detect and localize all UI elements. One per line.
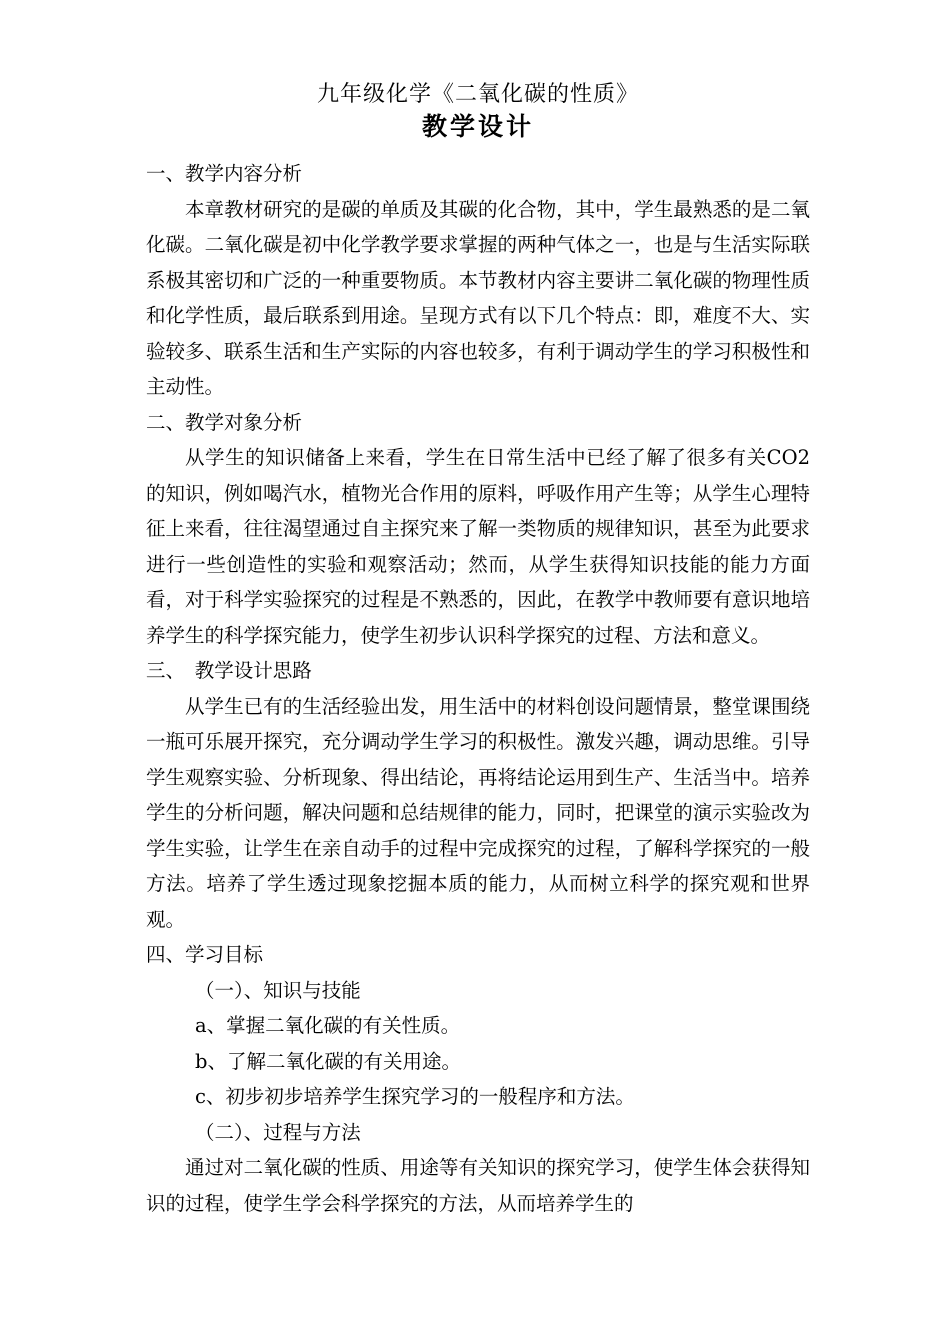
goal-item-c: c、初步初步培养学生探究学习的一般程序和方法。 [195,1085,635,1108]
goal-item-a: a、掌握二氧化碳的有关性质。 [195,1014,461,1037]
paragraph-content-analysis: 本章教材研究的是碳的单质及其碳的化合物，其中，学生最熟悉的是二氧化碳。二氧化碳是初中化学教学要求掌握的两种气体之一，也是与生活实际联系极其密切和广泛的一种重要物质。本节教材内容主要讲二氧化碳的物理性质和化学性质，最后联系到用途。呈现方式有以下几个特点：即，难度不大、实验较多、联系生活和生产实际的内容也较多，有利于调动学生的学习积极性和主动性。 [146,197,810,398]
goal-subheading-process-methods: （二）、过程与方法 [195,1120,361,1144]
section-heading-design-approach: 三、 教学设计思路 [146,659,312,682]
document-page [146,80,810,1221]
goal-item-b: b、了解二氧化碳的有关用途。 [195,1049,461,1073]
paragraph-design-approach: 从学生已有的生活经验出发，用生活中的材料创设问题情景，整堂课围绕一瓶可乐展开探究，充分调动学生学习的积极性。激发兴趣，调动思维。引导学生观察实验、分析现象、得出结论，再将结论运用到生产、生活当中。培养学生的分析问题，解决问题和总结规律的能力，同时，把课堂的演示实验改为学生实验，让学生在亲自动手的过程中完成探究的过程，了解科学探究的一般方法。培养了学生透过现象挖掘本质的能力，从而树立科学的探究观和世界观。 [146,694,810,931]
document-title: 九年级化学《二氧化碳的性质》 [316,82,639,107]
paragraph-student-analysis: 从学生的知识储备上来看，学生在日常生活中已经了解了很多有关CO2的知识，例如喝汽水，植物光合作用的原料，呼吸作用产生等；从学生心理特征上来看，往往渴望通过自主探究来了解一类物质的规律知识，甚至为此要求进行一些创造性的实验和观察活动；然而，从学生获得知识技能的能力方面看，对于科学实验探究的过程是不熟悉的，因此，在教学中教师要有意识地培养学生的科学探究能力，使学生初步认识科学探究的过程、方法和意义。 [146,446,810,647]
section-heading-learning-goals: 四、学习目标 [146,943,264,966]
document-subtitle: 教学设计 [421,112,534,141]
section-heading-content-analysis: 一、教学内容分析 [146,162,303,185]
goal-subheading-knowledge-skills: （一）、知识与技能 [195,978,361,1002]
paragraph-process-methods: 通过对二氧化碳的性质、用途等有关知识的探究学习，使学生体会获得知识的过程，使学生学会科学探究的方法，从而培养学生的 [146,1156,810,1215]
section-heading-student-analysis: 二、教学对象分析 [146,410,303,434]
